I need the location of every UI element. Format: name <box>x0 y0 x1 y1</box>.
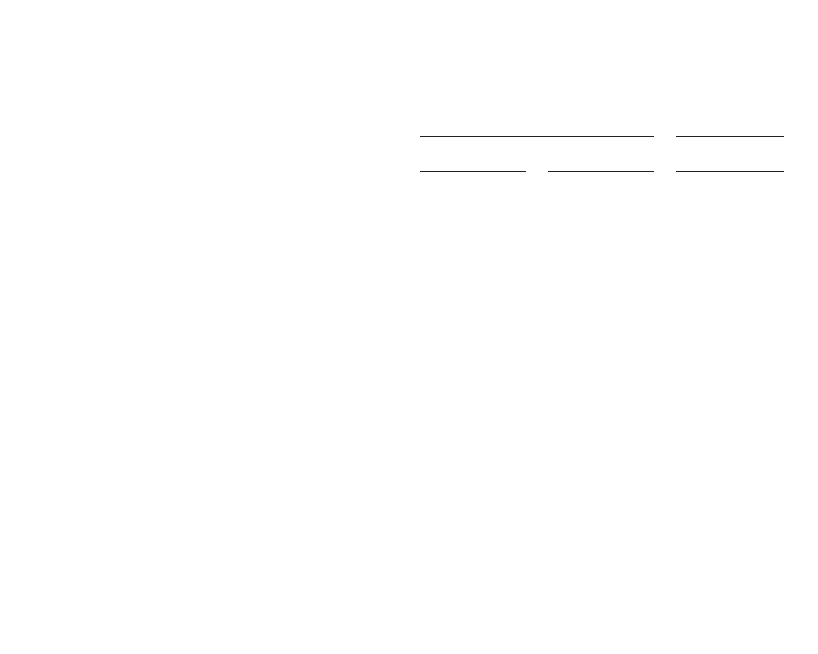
header-underline <box>548 171 654 172</box>
header-underline <box>676 136 784 137</box>
header-underline <box>420 171 526 172</box>
header-underline <box>676 171 784 172</box>
header-underline <box>420 136 654 137</box>
